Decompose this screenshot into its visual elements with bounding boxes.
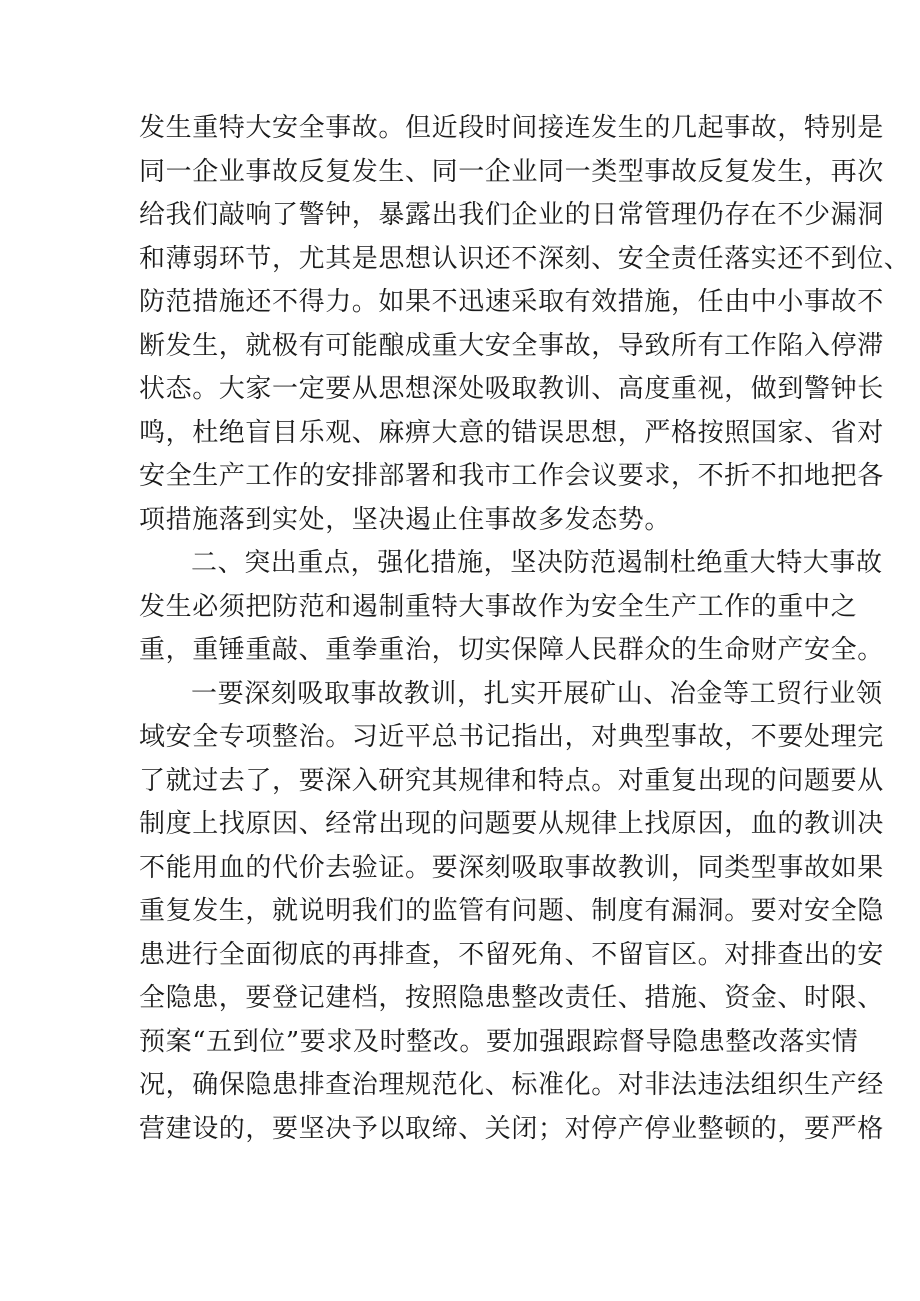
section-heading-line: 二、突出重点，强化措施，坚决防范遏制杜绝重大特大事故 — [191, 548, 883, 578]
text-line: 发生重特大安全事故。但近段时间接连发生的几起事故，特别是 — [139, 113, 884, 143]
paragraph-start-line: 一要深刻吸取事故教训，扎实开展矿山、冶金等工贸行业领 — [191, 678, 883, 709]
text-line: 鸣，杜绝盲目乐观、麻痹大意的错误思想，严格按照国家、省对 — [139, 417, 884, 448]
text-line: 不能用血的代价去验证。要深刻吸取事故教训，同类型事故如果 — [139, 852, 884, 883]
text-line: 重，重锤重敲、重拳重治，切实保障人民群众的生命财产安全。 — [139, 635, 884, 665]
text-line: 预案“五到位”要求及时整改。要加强跟踪督导隐患整改落实情 — [139, 1026, 859, 1057]
text-line: 发生必须把防范和遏制重特大事故作为安全生产工作的重中之 — [139, 591, 858, 622]
text-line: 全隐患，要登记建档，按照隐患整改责任、措施、资金、时限、 — [139, 983, 884, 1013]
text-line: 了就过去了，要深入研究其规律和特点。对重复出现的问题要从 — [139, 765, 884, 796]
text-line: 安全生产工作的安排部署和我市工作会议要求，不折不扣地把各 — [139, 461, 884, 491]
text-line: 给我们敲响了警钟，暴露出我们企业的日常管理仍存在不少漏洞 — [139, 200, 884, 230]
text-line: 域安全专项整治。习近平总书记指出，对典型事故，不要处理完 — [139, 722, 884, 752]
document-body — [139, 107, 911, 1151]
text-line: 同一企业事故反复发生、同一企业同一类型事故反复发生，再次 — [139, 156, 884, 187]
text-line: 制度上找原因、经常出现的问题要从规律上找原因，血的教训决 — [139, 809, 884, 839]
text-line: 患进行全面彻底的再排查，不留死角、不留盲区。对排查出的安 — [139, 939, 884, 970]
text-line: 项措施落到实处，坚决遏止住事故多发态势。 — [139, 504, 672, 535]
text-line: 状态。大家一定要从思想深处吸取教训、高度重视，做到警钟长 — [139, 374, 884, 404]
text-line: 断发生，就极有可能酿成重大安全事故，导致所有工作陷入停滞 — [139, 330, 884, 361]
text-line: 况，确保隐患排查治理规范化、标准化。对非法违法组织生产经 — [139, 1070, 884, 1100]
text-line: 重复发生，就说明我们的监管有问题、制度有漏洞。要对安全隐 — [139, 896, 884, 926]
text-line: 和薄弱环节，尤其是思想认识还不深刻、安全责任落实还不到位、 — [139, 243, 911, 274]
text-line: 营建设的，要坚决予以取缔、关闭；对停产停业整顿的，要严格 — [139, 1113, 884, 1144]
text-line: 防范措施还不得力。如果不迅速采取有效措施，任由中小事故不 — [139, 287, 884, 317]
